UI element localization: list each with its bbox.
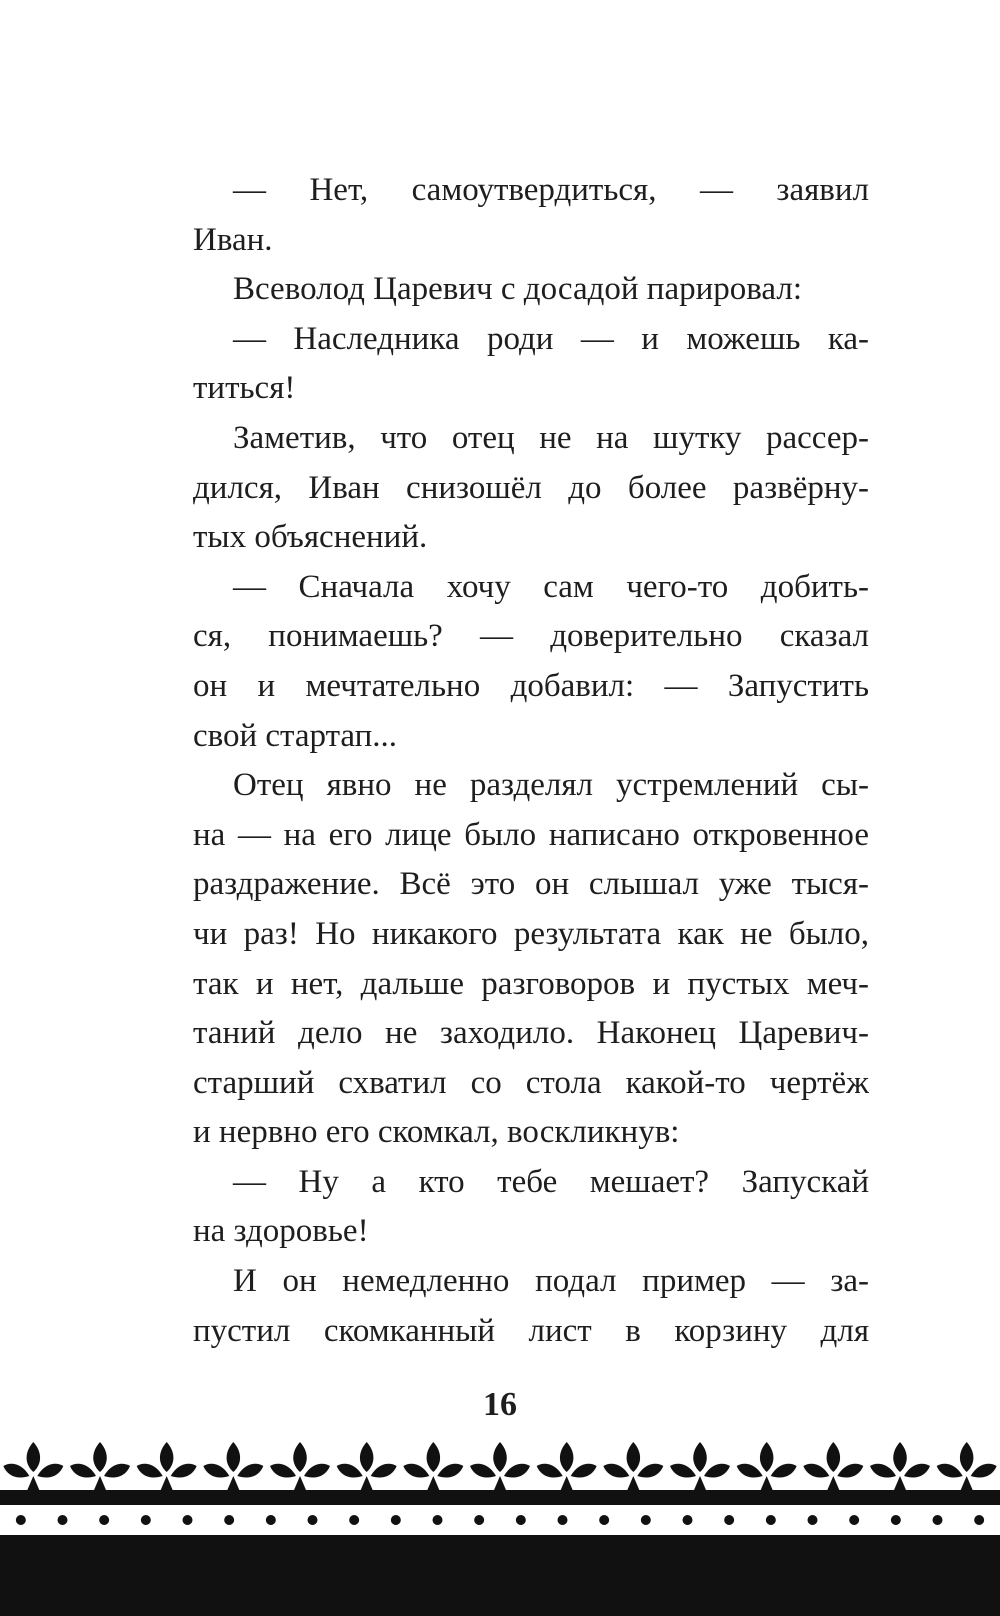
ornament-dot (516, 1515, 526, 1525)
ornament-dot (433, 1515, 443, 1525)
text-line: Заметив, что отец не на шутку рассер- (233, 419, 869, 456)
text-line: на здоровье! (193, 1213, 369, 1250)
text-line: — Сначала хочу сам чего-то добить- (233, 568, 869, 605)
text-line: Иван. (193, 221, 273, 258)
text-line: на — на его лице было написано откровенное (193, 816, 869, 853)
ornament-dot (58, 1515, 68, 1525)
ornament-dot (641, 1515, 651, 1525)
text-line: дился, Иван снизошёл до более развёрну- (193, 469, 869, 506)
leaf-sprig-icon (403, 1442, 463, 1490)
leaf-sprig-icon (70, 1442, 130, 1490)
leaf-sprig-icon (270, 1442, 330, 1490)
ornament-dot (599, 1515, 609, 1525)
text-line: так и нет, дальше разговоров и пустых меч- (193, 965, 869, 1002)
leaf-sprig-icon (870, 1442, 930, 1490)
ornament-dot (183, 1515, 193, 1525)
leaf-sprig-icon (470, 1442, 530, 1490)
ornament-dot (16, 1515, 26, 1525)
sprig-row (3, 1442, 996, 1490)
ornament-dot (224, 1515, 234, 1525)
text-line: И он немедленно подал пример — за- (233, 1263, 869, 1300)
text-line: старший схватил со стола какой-то чертёж (193, 1064, 869, 1101)
leaf-sprig-icon (537, 1442, 597, 1490)
text-line: Всеволод Царевич с досадой парировал: (233, 271, 802, 308)
ornament-band (0, 1490, 1000, 1505)
ornament-dot (141, 1515, 151, 1525)
text-line: Отец явно не разделял устремлений сы- (233, 767, 869, 804)
dot-row (16, 1515, 984, 1525)
page-number: 16 (483, 1386, 517, 1423)
text-line: пустил скомканный лист в корзину для (193, 1312, 869, 1349)
text-line: ся, понимаешь? — доверительно сказал (193, 618, 869, 655)
text-line: раздражение. Всё это он слышал уже тыся- (193, 866, 869, 903)
ornament-dot (99, 1515, 109, 1525)
ornament-dot (474, 1515, 484, 1525)
ornament-dot (724, 1515, 734, 1525)
text-line: тых объяснений. (193, 519, 428, 556)
leaf-sprig-icon (3, 1442, 63, 1490)
ornament-dot (266, 1515, 276, 1525)
leaf-sprig-border-icon (0, 1440, 1000, 1616)
leaf-sprig-icon (603, 1442, 663, 1490)
leaf-sprig-icon (337, 1442, 397, 1490)
text-line: таний дело не заходило. Наконец Царевич- (193, 1015, 869, 1052)
text-line: — Нет, самоутвердиться, — заявил (233, 172, 869, 208)
text-line: он и мечтательно добавил: — Запустить (193, 667, 869, 704)
ornament-dot (391, 1515, 401, 1525)
ornament-dot (849, 1515, 859, 1525)
ornament-dot (558, 1515, 568, 1525)
ornament-dot (683, 1515, 693, 1525)
leaf-sprig-icon (737, 1442, 797, 1490)
leaf-sprig-icon (203, 1442, 263, 1490)
ornament-dot (808, 1515, 818, 1525)
text-line: чи раз! Но никакого результата как не было, (193, 915, 869, 952)
ornament-dot (766, 1515, 776, 1525)
text-line: — Наследника роди — и можешь ка- (233, 320, 869, 357)
text-line: титься! (193, 370, 296, 407)
ornament-dot (308, 1515, 318, 1525)
text-line: свой стартап... (193, 717, 398, 754)
ornament-dot (933, 1515, 943, 1525)
leaf-sprig-icon (803, 1442, 863, 1490)
ornament-bottom-band (0, 1535, 1000, 1616)
ornament-dot (891, 1515, 901, 1525)
ornament-dot (349, 1515, 359, 1525)
leaf-sprig-icon (137, 1442, 197, 1490)
leaf-sprig-icon (937, 1442, 997, 1490)
text-line: — Ну а кто тебе мешает? Запускай (233, 1163, 869, 1200)
body-text (193, 166, 869, 1356)
ornament-dot (974, 1515, 984, 1525)
text-line: и нервно его скомкал, воскликнув: (193, 1114, 680, 1151)
leaf-sprig-icon (670, 1442, 730, 1490)
